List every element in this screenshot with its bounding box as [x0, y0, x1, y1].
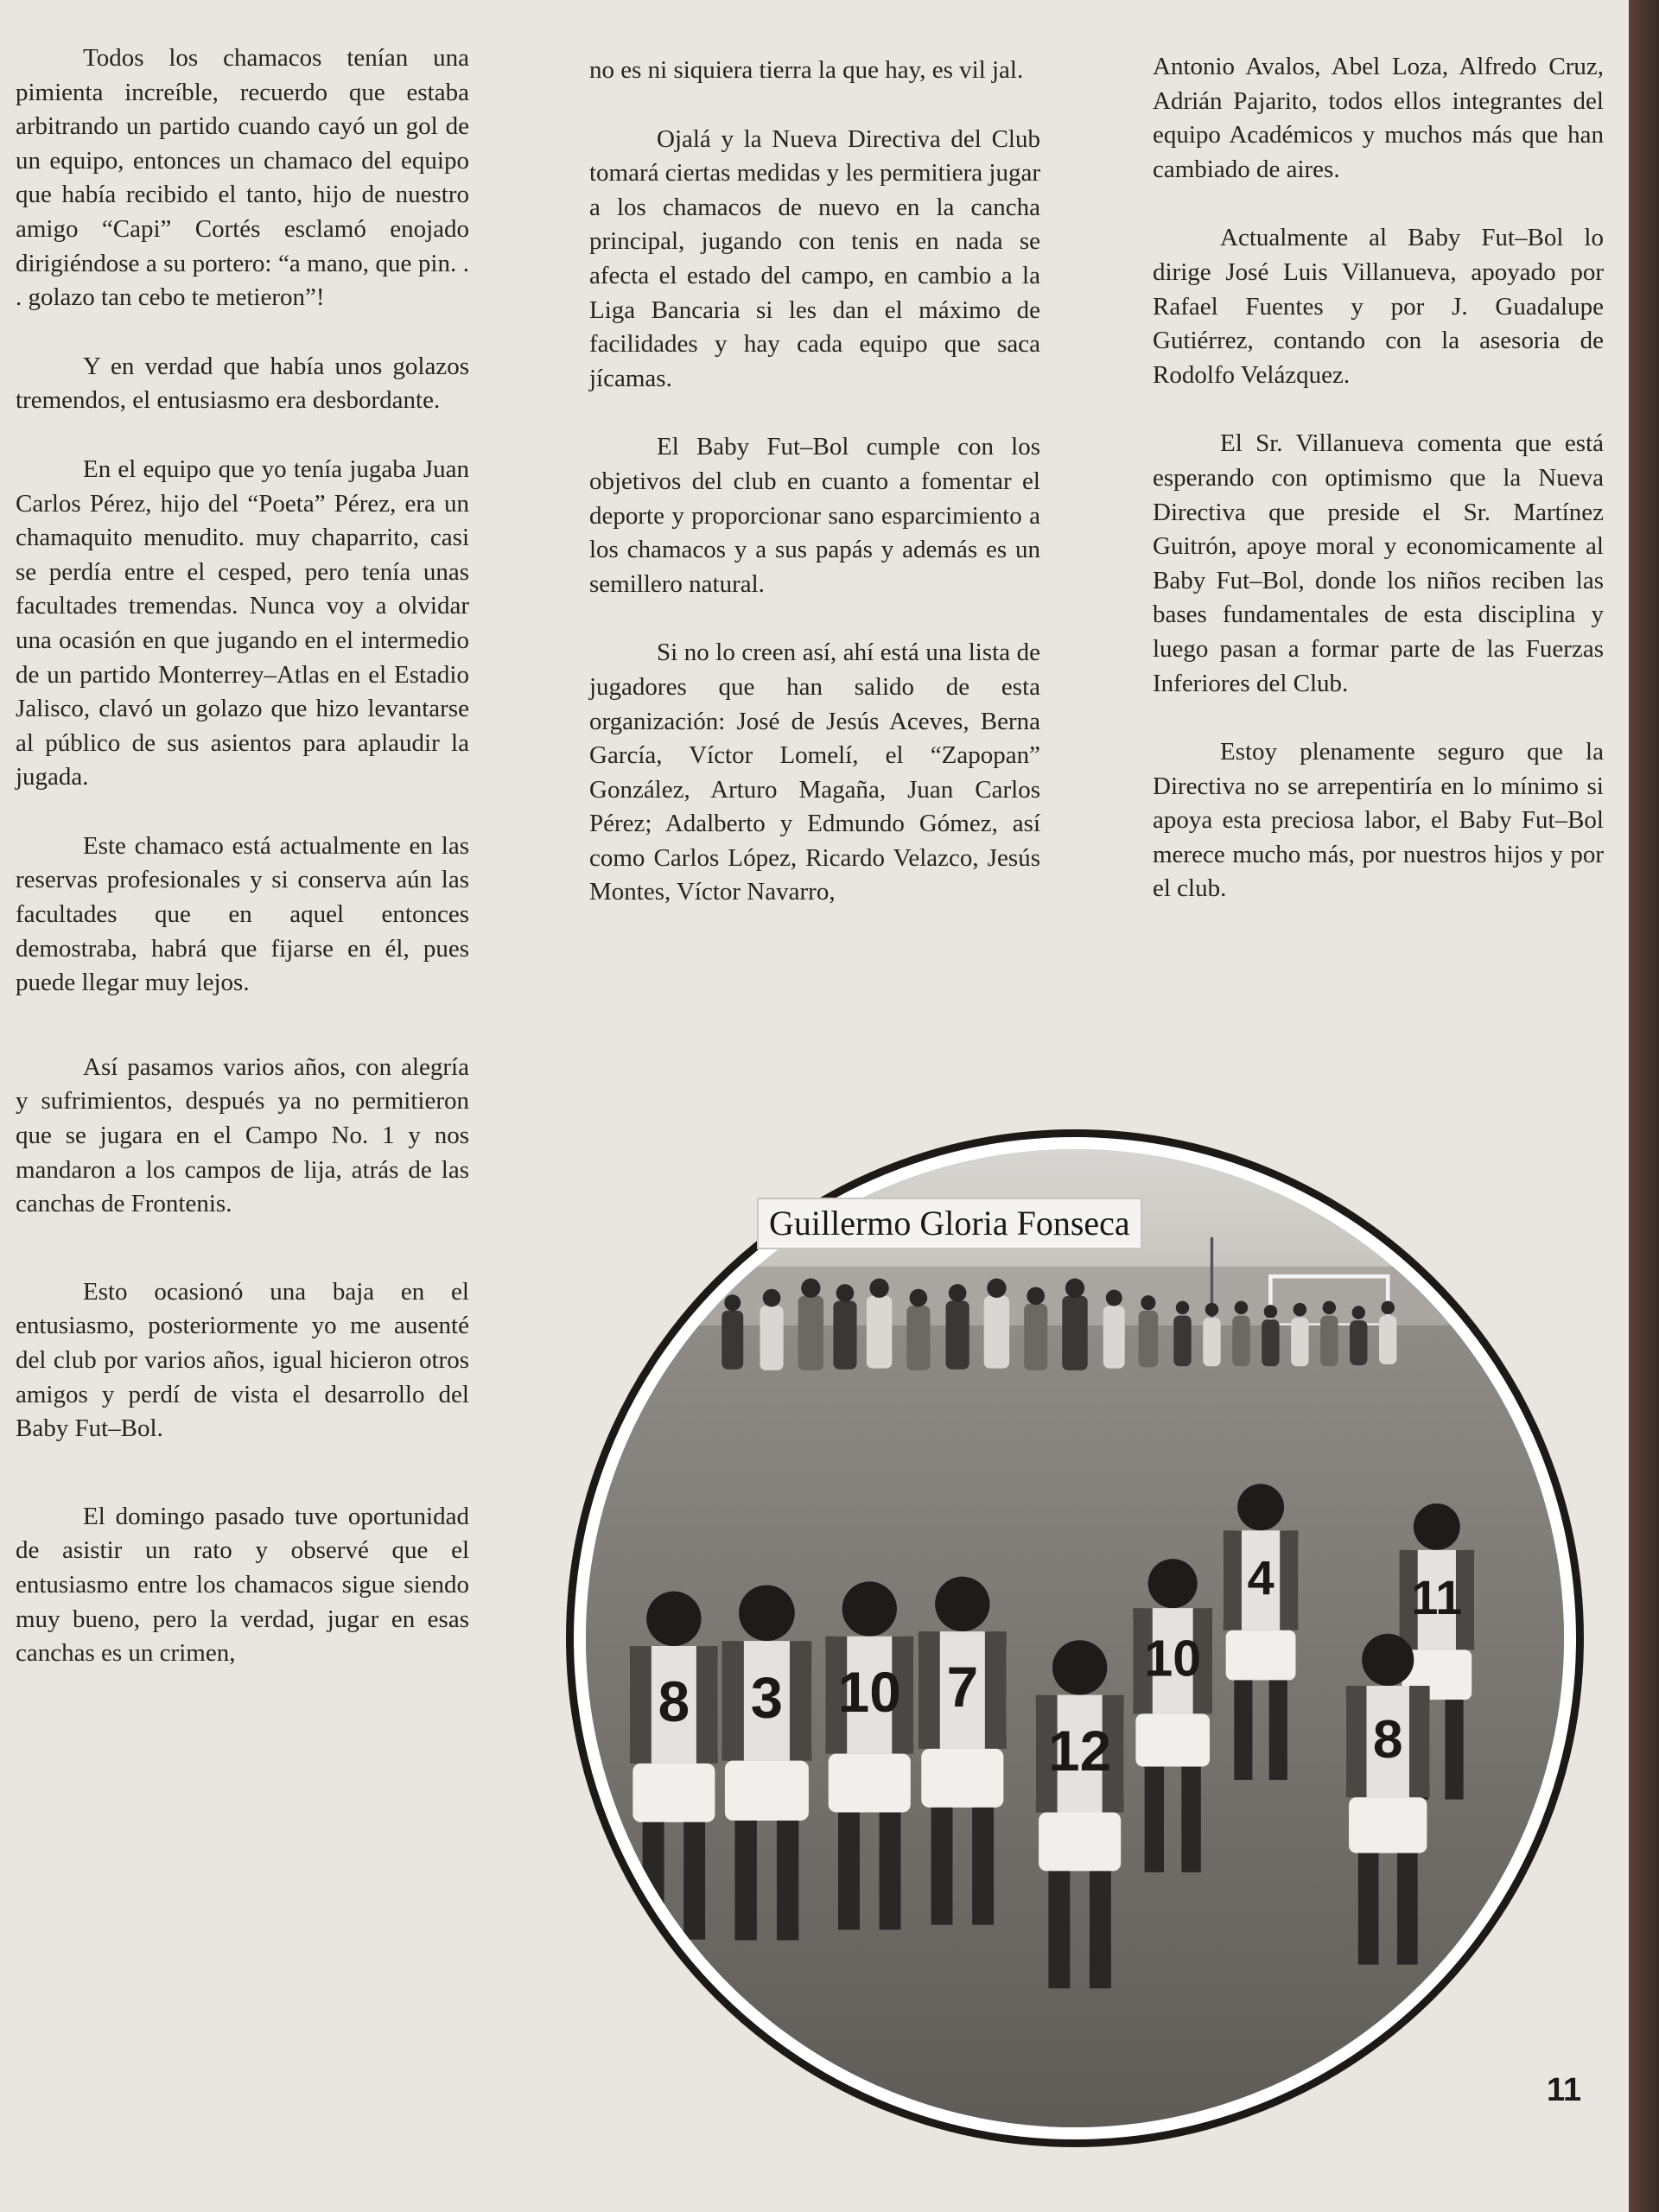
paragraph: En el equipo que yo tenía jugaba Juan Carlos Pérez, hijo del “Poeta” Pérez, era un chamaquito menudito. muy chaparrito, casi se perdía entre el cesped, pero tenía unas facultades tremendas. Nunca voy a olvidar una ocasión en que jugando en el intermedio de un partido Monterrey–Atlas en el Estadio Jalisco, clavó un golazo que hizo levantarse al público de sus asientos para aplaudir la jugada. — [16, 454, 469, 791]
jersey-number: 10 — [837, 1660, 901, 1724]
paragraph: no es ni siquiera tierra la que hay, es vil jal. — [589, 56, 1024, 84]
paragraph: Esto ocasionó una baja en el entusiasmo, posteriormente yo me ausenté del club por varios años, igual hicieron otros amigos y perdí de vista el desarrollo del Baby Fut–Bol. — [16, 1277, 469, 1443]
paragraph: Este chamaco está actualmente en las reservas profesionales y si conserva aún las facultades que en aquel entonces demostraba, habrá que fijarse en él, pues puede llegar muy lejos. — [16, 831, 469, 997]
text-column-right — [1153, 50, 1604, 941]
team-photo — [586, 1149, 1564, 2127]
paragraph: Todos los chamacos tenían una pimienta increíble, recuerdo que estaba arbitrando un partido cuando cayó un gol de un equipo, entonces un chamaco del equipo que había recibido el tanto, hijo de nuestro amigo “Capi” Cortés esclamó enojado dirigiéndose a su portero: “a mano, que pin. . . golazo tan cebo te metieron”! — [16, 44, 469, 312]
paragraph: Y en verdad que había unos golazos tremendos, el entusiasmo era desbordante. — [16, 352, 469, 415]
jersey-number: 8 — [658, 1670, 690, 1734]
text-column-middle — [589, 54, 1040, 944]
spectator — [721, 1294, 743, 1369]
circular-photo-frame — [566, 1129, 1584, 2147]
paragraph: Estoy plenamente seguro que la Directiva no se arrepentiría en lo mínimo si apoya esta preciosa labor, el Baby Fut–Bol merece mucho más, por nuestros hijos y por el club. — [1153, 738, 1604, 903]
paragraph: Ojalá y la Nueva Directiva del Club tomará ciertas medidas y les permitiera jugar a los chamacos de nuevo en la cancha principal, jugando con tenis en nada se afecta el estado del campo, en cambio a la Liga Bancaria si les dan el máximo de facilidades y hay cada equipo que saca jícamas. — [589, 124, 1040, 392]
page-edge-background — [1629, 0, 1659, 2212]
jersey-number: 10 — [1144, 1630, 1202, 1688]
spectator — [1350, 1306, 1367, 1365]
jersey-number: 4 — [1247, 1550, 1274, 1605]
paragraph: Así pasamos varios años, con alegría y sufrimientos, después ya no permitieron que se jugara en el Campo No. 1 y nos mandaron a los campos de lija, atrás de las canchas de Frontenis. — [16, 1052, 469, 1218]
paragraph: El Baby Fut–Bol cumple con los objetivos del club en cuanto a fomentar el deporte y proporcionar sano esparcimiento a los chamacos y a sus papás y además es un semillero natural. — [589, 433, 1040, 598]
paragraph: El domingo pasado tuve oportunidad de asistir un rato y observé que el entusiasmo entre los chamacos sigue siendo muy bueno, pero la verdad, jugar en esas canchas es un crimen, — [16, 1502, 469, 1668]
jersey-number: 8 — [1372, 1709, 1403, 1770]
jersey-number: 7 — [946, 1656, 979, 1719]
text-column-left — [16, 41, 469, 1706]
photo-caption: Guillermo Gloria Fonseca — [759, 1199, 1141, 1248]
team-photo-illustration — [586, 1149, 1564, 2127]
jersey-number: 11 — [1411, 1569, 1463, 1624]
paragraph: El Sr. Villanueva comenta que está esperando con optimismo que la Nueva Directiva que preside el Sr. Martínez Guitrón, apoye moral y economicamente al Baby Fut–Bol, donde los niños reciben las bases fundamentales de esta disciplina y luego pasan a formar parte de las Fuerzas Inferiores del Club. — [1153, 429, 1604, 697]
paragraph: Antonio Avalos, Abel Loza, Alfredo Cruz, Adrián Pajarito, todos ellos integrantes del equipo Académicos y muchos más que han cambiado de aires. — [1153, 53, 1604, 183]
paragraph: Actualmente al Baby Fut–Bol lo dirige José Luis Villanueva, apoyado por Rafael Fuentes y por J. Guadalupe Gutiérrez, contando con la asesoria de Rodolfo Velázquez. — [1153, 224, 1604, 389]
paragraph: Si no lo creen así, ahí está una lista de jugadores que han salido de esta organización: José de Jesús Aceves, Berna García, Víctor Lomelí, el “Zapopan” González, Arturo Magaña, Juan Carlos Pérez; Adalberto y Edmundo Gómez, así como Carlos López, Ricardo Velazco, Jesús Montes, Víctor Navarro, — [589, 639, 1040, 906]
jersey-number: 12 — [1048, 1719, 1112, 1783]
spectator — [906, 1289, 930, 1370]
spectator — [760, 1289, 783, 1370]
page-number: 11 — [1547, 2072, 1582, 2108]
jersey-number: 3 — [750, 1666, 784, 1732]
spectator — [1262, 1305, 1279, 1366]
